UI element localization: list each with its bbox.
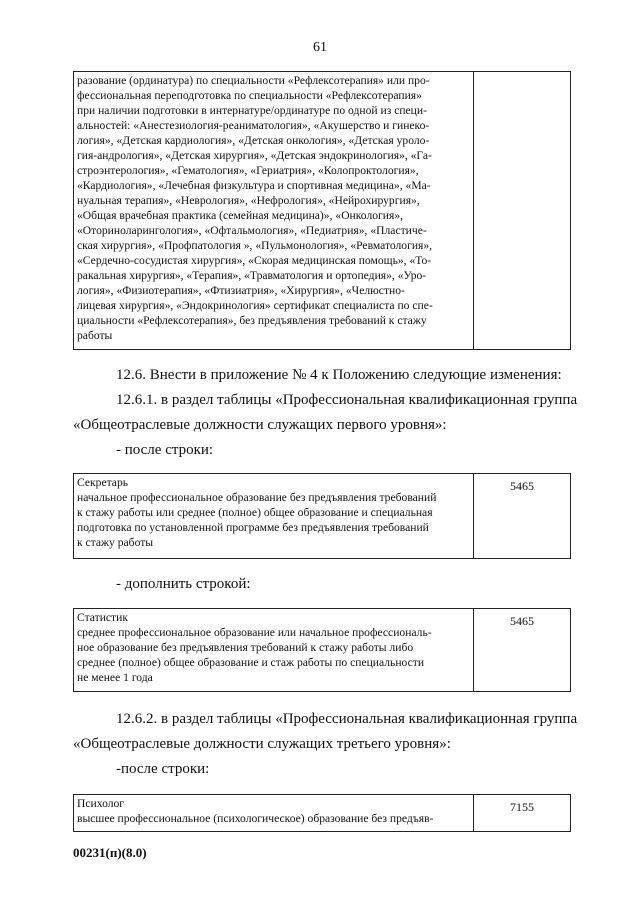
text-line: ская хирургия», «Профпатология », «Пульмонология», «Ревматология», — [77, 239, 433, 252]
table-row — [74, 609, 571, 692]
psychologist-table — [73, 794, 571, 832]
text-line: подготовка по установленной программе без предъявления требований — [77, 521, 429, 534]
paragraph-12-6-1-continued: «Общеотраслевые должности служащих первого уровня»: — [73, 417, 447, 433]
text-line: фессиональная переподготовка по специальности «Рефлексотерапия» — [77, 89, 422, 102]
text-line: к стажу работы — [77, 536, 154, 549]
text-line: гия-андрология», «Детская хирургия», «Детская эндокринология», «Га- — [77, 149, 432, 162]
qualification-requirements-cell — [74, 72, 474, 350]
text-line: строэнтерология», «Гематология», «Гериатрия», «Колопроктология», — [77, 164, 419, 177]
salary-cell — [474, 72, 571, 350]
text-line: «Кардиология», «Лечебная физкультура и спортивная медицина», «Ма- — [77, 179, 431, 192]
text-line: работы — [77, 329, 113, 342]
text-line: альностей: «Анестезиология-реаниматология», «Акушерство и гинеко- — [77, 119, 430, 132]
position-title: Секретарь — [77, 476, 129, 489]
document-code: 00231(п)(8.0) — [73, 845, 147, 860]
text-line: «Оториноларингология», «Офтальмология», «Педиатрия», «Пластиче- — [77, 224, 427, 237]
text-line: разование (ординатура) по специальности «Рефлексотерапия» или про- — [77, 74, 430, 87]
position-title: Статистик — [77, 611, 128, 624]
table-row — [74, 795, 571, 832]
reflexotherapy-requirements-table — [73, 71, 571, 350]
after-row-label: - после строки: — [116, 442, 214, 458]
text-line: нуальная терапия», «Неврология», «Нефрология», «Нейрохирургия», — [77, 194, 420, 207]
secretary-requirements-cell — [74, 474, 474, 559]
statistician-table — [73, 608, 571, 692]
secretary-table — [73, 473, 571, 559]
psychologist-requirements-cell — [74, 795, 474, 832]
paragraph-12-6-2-continued: «Общеотраслевые должности служащих третьего уровня»: — [73, 736, 451, 752]
page-number: 61 — [313, 40, 327, 55]
position-title: Психолог — [77, 797, 125, 810]
statistician-salary-cell: 5465 — [474, 609, 571, 692]
text-line: лицевая хирургия», «Эндокринология» сертификат специалиста по спе- — [77, 299, 433, 312]
text-line: начальное профессиональное образование без предъявления требований — [77, 491, 437, 504]
text-line: «Сердечно-сосудистая хирургия», «Скорая медицинская помощь», «То- — [77, 254, 432, 267]
secretary-salary-cell: 5465 — [474, 474, 571, 559]
table-row — [74, 72, 571, 350]
text-line: при наличии подготовки в интернатуре/ординатуре по одной из специ- — [77, 104, 427, 117]
text-line: высшее профессиональное (психологическое) образование без предъяв- — [77, 812, 434, 825]
table-row — [74, 474, 571, 559]
text-line: не менее 1 года — [77, 671, 153, 684]
text-line: ное образование без предъявления требований к стажу работы либо — [77, 641, 414, 654]
paragraph-12-6-2: 12.6.2. в раздел таблицы «Профессиональная квалификационная группа — [116, 711, 578, 727]
text-line: среднее (полное) общее образование и стаж работы по специальности — [77, 656, 425, 669]
text-line: среднее профессиональное образование или начальное профессиональ- — [77, 626, 432, 639]
text-line: логия», «Детская кардиология», «Детская онкология», «Детская уроло- — [77, 134, 430, 147]
text-line: циальности «Рефлексотерапия», без предъявления требований к стажу — [77, 314, 427, 327]
paragraph-12-6-1: 12.6.1. в раздел таблицы «Профессиональная квалификационная группа — [116, 392, 578, 408]
text-line: «Общая врачебная практика (семейная медицина)», «Онкология», — [77, 209, 404, 222]
text-line: к стажу работы или среднее (полное) общее образование и специальная — [77, 506, 433, 519]
after-row-label-2: -после строки: — [116, 761, 210, 777]
statistician-requirements-cell — [74, 609, 474, 692]
text-line: ракальная хирургия», «Терапия», «Травматология и ортопедия», «Уро- — [77, 269, 427, 282]
add-row-label: - дополнить строкой: — [116, 576, 251, 592]
text-line: логия», «Физиотерапия», «Фтизиатрия», «Хирургия», «Челюстно- — [77, 284, 405, 297]
psychologist-salary-cell: 7155 — [474, 795, 571, 832]
paragraph-12-6: 12.6. Внести в приложение № 4 к Положению следующие изменения: — [116, 367, 562, 383]
